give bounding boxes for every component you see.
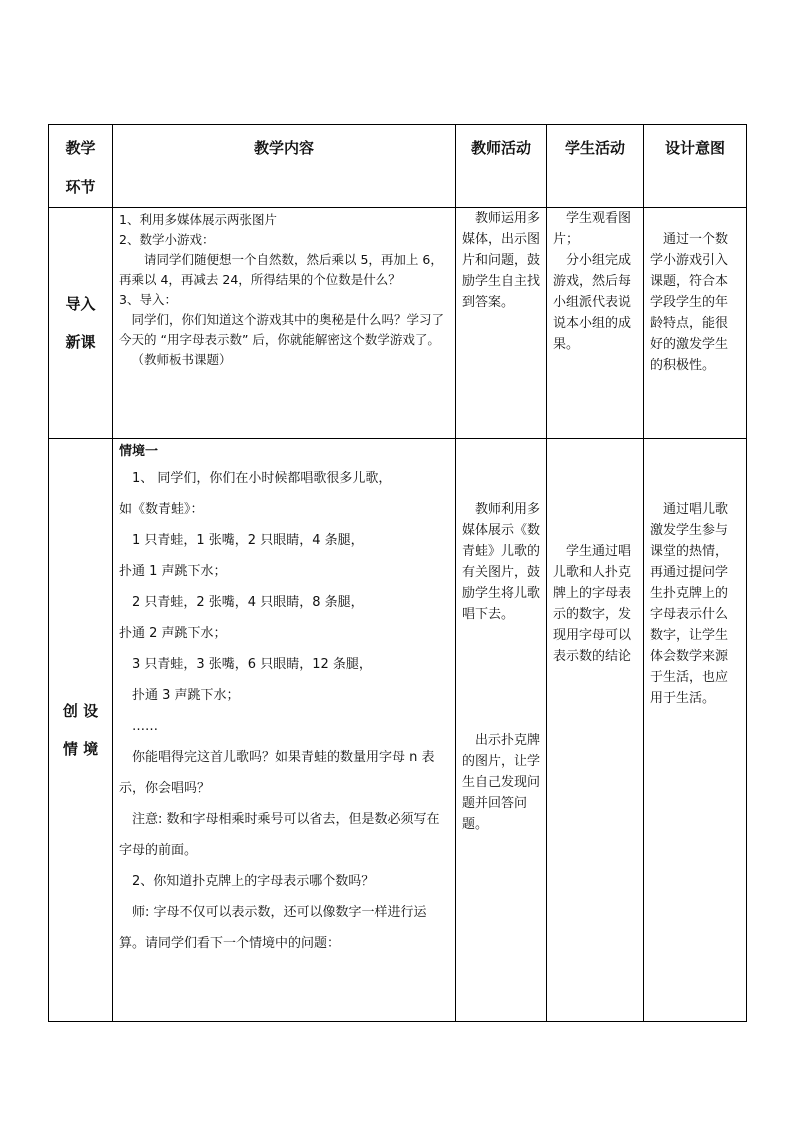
section-intro: 导入 新课 bbox=[49, 208, 113, 439]
content-scenario: 情境一 1、 同学们，你们在小时候都唱歌很多儿歌， 如《数青蛙》： 1 只青蛙，1 张嘴，2 只眼睛，4 条腿， 扑通 1 声跳下水； 2 只青蛙，2 张嘴，4 只眼睛，8 条腿， 扑通 2 声跳下水； 3 只青蛙，3 张嘴，6 只眼睛，12 条腿， 扑通 3 声跳下水； …… 你能唱得完这首儿歌吗？如果青蛙的数量用字母 n 表示，你会唱吗？ 注意: 数和字母相乘时乘号可以省去，但是数必须写在字母的前面。 2、你知道扑克牌上的字母表示哪个数吗？ 师: 字母不仅可以表示数，还可以像数字一样进行运算。请同学们看下一个情境中的问题： bbox=[113, 439, 456, 1022]
student-intro: 学生观看图片； 分小组完成游戏，然后每小组派代表说说本小组的成果。 bbox=[547, 208, 644, 439]
header-teacher: 教师活动 bbox=[456, 125, 547, 208]
intent-intro: 通过一个数学小游戏引入课题，符合本学段学生的年龄特点，能很好的激发学生的积极性。 bbox=[644, 208, 747, 439]
header-content: 教学内容 bbox=[113, 125, 456, 208]
header-row bbox=[49, 125, 747, 208]
row-intro bbox=[49, 208, 747, 439]
intent-scenario: 通过唱儿歌激发学生参与课堂的热情，再通过提问学生扑克牌上的字母表示什么数字，让学生体会数学来源于生活，也应用于生活。 bbox=[644, 439, 747, 1022]
teacher-scenario: 教师利用多媒体展示《数青蛙》儿歌的有关图片，鼓励学生将儿歌唱下去。 出示扑克牌的图片，让学生自己发现问题并回答问题。 bbox=[456, 439, 547, 1022]
section-scenario: 创 设 情 境 bbox=[49, 439, 113, 1022]
header-intent: 设计意图 bbox=[644, 125, 747, 208]
header-student: 学生活动 bbox=[547, 125, 644, 208]
student-scenario: 学生通过唱儿歌和人扑克牌上的字母表示的数字，发现用字母可以表示数的结论 bbox=[547, 439, 644, 1022]
header-section: 教学 环节 bbox=[49, 125, 113, 208]
content-intro: 1、利用多媒体展示两张图片 2、数学小游戏： 请同学们随便想一个自然数，然后乘以 5，再加上 6，再乘以 4，再减去 24，所得结果的个位数是什么？ 3、导入： 同学们，你们知道这个游戏其中的奥秘是什么吗？学习了今天的 “用字母表示数” 后，你就能解密这个数学游戏了。 （教师板书课题） bbox=[113, 208, 456, 439]
teacher-intro: 教师运用多媒体，出示图片和问题，鼓励学生自主找到答案。 bbox=[456, 208, 547, 439]
lesson-plan-table bbox=[48, 124, 747, 1022]
row-scenario bbox=[49, 439, 747, 1022]
